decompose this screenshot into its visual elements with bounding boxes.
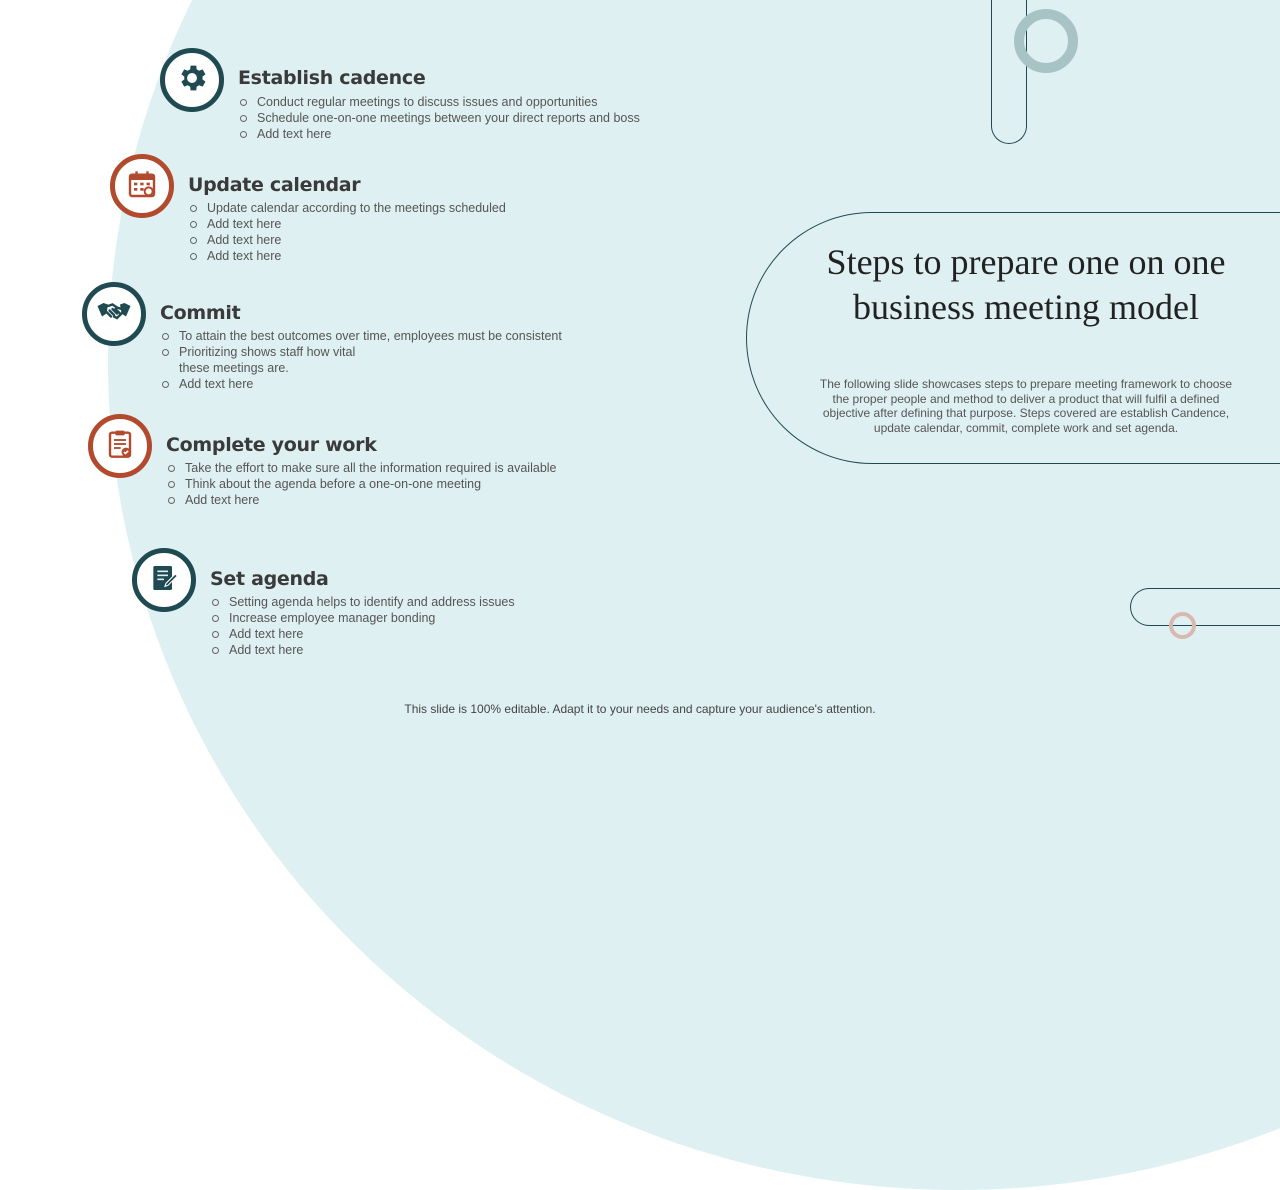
- step-bullets: [239, 94, 640, 142]
- step-bullets: [161, 328, 562, 392]
- clipboard-check-icon: [104, 428, 136, 465]
- gear-icon: [175, 61, 209, 100]
- step-title: Set agenda: [210, 568, 329, 590]
- bullet-item: Update calendar according to the meetings scheduled: [189, 200, 506, 216]
- bullet-continuation-text: these meetings are.: [179, 361, 289, 375]
- step-circle: [88, 414, 152, 478]
- bullet-item: Schedule one-on-one meetings between your direct reports and boss: [239, 110, 640, 126]
- step-circle: [132, 548, 196, 612]
- bullet-item: Increase employee manager bonding: [211, 610, 515, 626]
- step-bullets: [211, 594, 515, 658]
- bullet-item: Conduct regular meetings to discuss issues and opportunities: [239, 94, 640, 110]
- bullet-item: Add text here: [189, 248, 506, 264]
- slide-title: Steps to prepare one on one business meeting model: [826, 242, 1226, 327]
- bullet-item: Add text here: [211, 626, 515, 642]
- decorative-ring: [1014, 9, 1078, 73]
- footer-note: This slide is 100% editable. Adapt it to your needs and capture your audience's attention.: [404, 702, 876, 716]
- bullet-item: Prioritizing shows staff how vital: [161, 344, 562, 360]
- calendar-icon: [126, 168, 158, 205]
- decorative-horizontal-pill: [1130, 588, 1280, 626]
- slide-description: The following slide showcases steps to prepare meeting framework to choose the proper people and method to deliver a product that will fulfil a defined objective after defining that purpose. Steps covered are establish Candence, update calendar, commit, complete work and set agenda.: [819, 377, 1233, 435]
- agenda-notebook-icon: [148, 562, 180, 599]
- handshake-icon: [96, 294, 132, 335]
- bullet-item: To attain the best outcomes over time, employees must be consistent: [161, 328, 562, 344]
- step-bullets: [167, 460, 557, 508]
- step-circle: [82, 282, 146, 346]
- bullet-item: Add text here: [189, 216, 506, 232]
- bullet-item: Add text here: [161, 376, 562, 392]
- decorative-small-ring: [1169, 612, 1196, 639]
- bullet-item: Add text here: [189, 232, 506, 248]
- step-circle: [110, 154, 174, 218]
- bullet-item: Take the effort to make sure all the information required is available: [167, 460, 557, 476]
- bullet-item: Add text here: [167, 492, 557, 508]
- step-title: Complete your work: [166, 434, 377, 456]
- bullet-item: Add text here: [211, 642, 515, 658]
- bullet-item: Setting agenda helps to identify and address issues: [211, 594, 515, 610]
- step-title: Update calendar: [188, 174, 361, 196]
- step-circle: [160, 48, 224, 112]
- step-title: Commit: [160, 302, 241, 324]
- step-bullets: [189, 200, 506, 264]
- bullet-continuation: [161, 360, 562, 376]
- bullet-item: Add text here: [239, 126, 640, 142]
- step-title: Establish cadence: [238, 67, 426, 89]
- bullet-item: Think about the agenda before a one-on-one meeting: [167, 476, 557, 492]
